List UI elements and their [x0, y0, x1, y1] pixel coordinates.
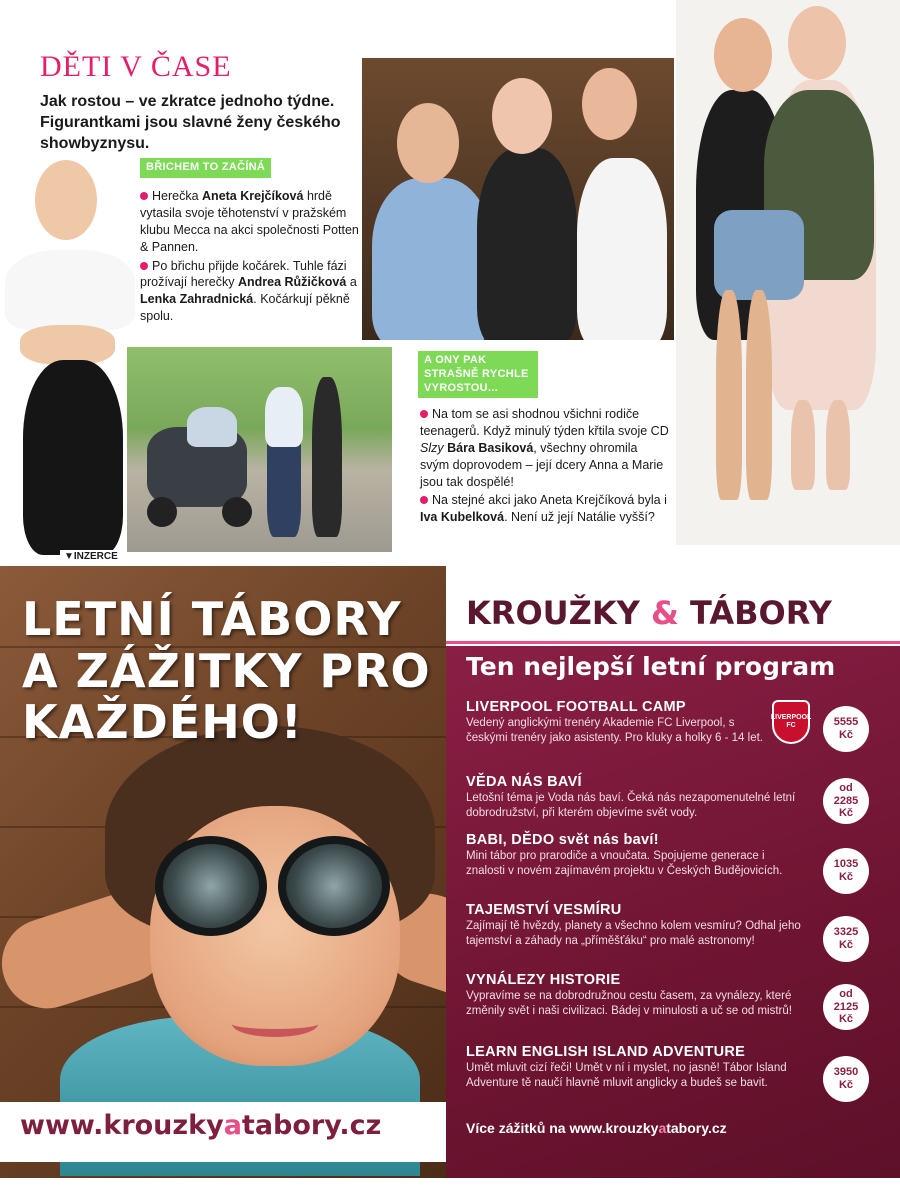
program-panel-title: Ten nejlepší letní program: [466, 652, 836, 681]
program-item: LEARN ENGLISH ISLAND ADVENTURE Umět mluvit cizí řeči! Umět v ní i myslet, no jasně! Tábor Island Adventure tě naučí hlavně mluvit anglicky a budeš se bavit.: [466, 1044, 787, 1089]
price-badge: od 2125 Kč: [823, 984, 869, 1030]
photo-group-women: [362, 58, 674, 340]
price-badge: od 2285 Kč: [823, 778, 869, 824]
price-badge: 3325 Kč: [823, 916, 869, 962]
bullet-dot-icon: [140, 262, 148, 270]
brand-logo: KROUŽKY & TÁBORY: [466, 594, 832, 632]
story-pregnancy: [140, 188, 360, 327]
section-tag-teenagers: A ONY PAK STRAŠNĚ RYCHLE VYROSTOU...: [418, 351, 538, 398]
story-paragraph: Po břichu přijde kočárek. Tuhle fázi prožívají herečky Andrea Růžičková a Lenka Zahradnická. Kočárkují pěkně spolu.: [140, 258, 357, 324]
price-badge: 1035 Kč: [823, 848, 869, 894]
advertisement-label: ▼INZERCE: [60, 550, 122, 560]
program-item: VĚDA NÁS BAVÍ Letošní téma je Voda nás baví. Čeká nás nezapomenutelné letní dobrodružství, při kterém objevíme svět vody.: [466, 774, 796, 819]
story-teenagers: [420, 406, 670, 528]
photo-park-strollers: [127, 347, 392, 552]
editorial-section: [0, 0, 900, 560]
program-item: BABI, DĚDO svět nás baví! Mini tábor pro prarodiče a vnoučata. Spojujeme generace i znalosti v novém zajímavém projektu v Českých Budějovicích.: [466, 832, 783, 877]
bullet-dot-icon: [420, 410, 428, 418]
story-paragraph: Na stejné akci jako Aneta Krejčíková byla i Iva Kubelková. Není už její Natálie vyšší?: [420, 493, 667, 525]
kid-smile: [232, 1011, 318, 1037]
goggles-icon: [155, 836, 267, 936]
bullet-dot-icon: [420, 496, 428, 504]
price-badge: 5555 Kč: [823, 706, 869, 752]
goggles-icon: [278, 836, 390, 936]
headline: DĚTI V ČASE: [40, 50, 232, 83]
camp-advertisement: [0, 566, 900, 1198]
program-item: TAJEMSTVÍ VESMÍRU Zajímají tě hvězdy, planety a všechno kolem vesmíru? Odhal jeho tajemství a záhady na „příměšťáku“ pro malé astronomy!: [466, 902, 801, 947]
program-item: VYNÁLEZY HISTORIE Vypravíme se na dobrodružnou cestu časem, za vynálezy, které změnily svět i naši civilizaci. Bádej v minulosti a uč se od mistrů!: [466, 972, 792, 1017]
page-bottom-margin: [0, 1178, 900, 1198]
story-paragraph: Herečka Aneta Krejčíková hrdě vytasila svoje těhotenství v pražském klubu Mecca na akci společnosti Potten & Pannen.: [140, 189, 359, 254]
liverpool-crest-icon: LIVERPOOL FC: [772, 700, 810, 744]
story-paragraph: Na tom se asi shodnou všichni rodiče teenagerů. Když minulý týden křtila svoje CD Slzy Bára Basiková, všechny ohromila svým doprovodem – její dcery Anna a Marie jsou tak dospělé!: [420, 407, 669, 489]
ad-headline: LETNÍ TÁBORY A ZÁŽITKY PRO KAŽDÉHO!: [22, 592, 431, 750]
intro-text: Jak rostou – ve zkratce jednoho týdne. Figurantkami jsou slavné ženy českého showbyznysu.: [40, 93, 341, 152]
photo-mother-daughter: [676, 0, 900, 545]
ad-image-panel: [0, 566, 446, 1178]
more-experiences-link[interactable]: Více zážitků na www.krouzkyatabory.cz: [466, 1120, 727, 1136]
ad-website-link[interactable]: www.krouzkyatabory.cz: [20, 1110, 382, 1141]
price-badge: 3950 Kč: [823, 1056, 869, 1102]
program-item: LIVERPOOL FOOTBALL CAMP Vedený anglickými trenéry Akademie FC Liverpool, s českými trenéry jako asistenty. Pro kluky a holky 6 - 14 let.: [466, 699, 763, 744]
photo-pregnant-actress: [5, 160, 140, 555]
section-tag-pregnancy: BŘICHEM TO ZAČÍNÁ: [140, 158, 271, 178]
bullet-dot-icon: [140, 192, 148, 200]
divider: [446, 641, 900, 644]
